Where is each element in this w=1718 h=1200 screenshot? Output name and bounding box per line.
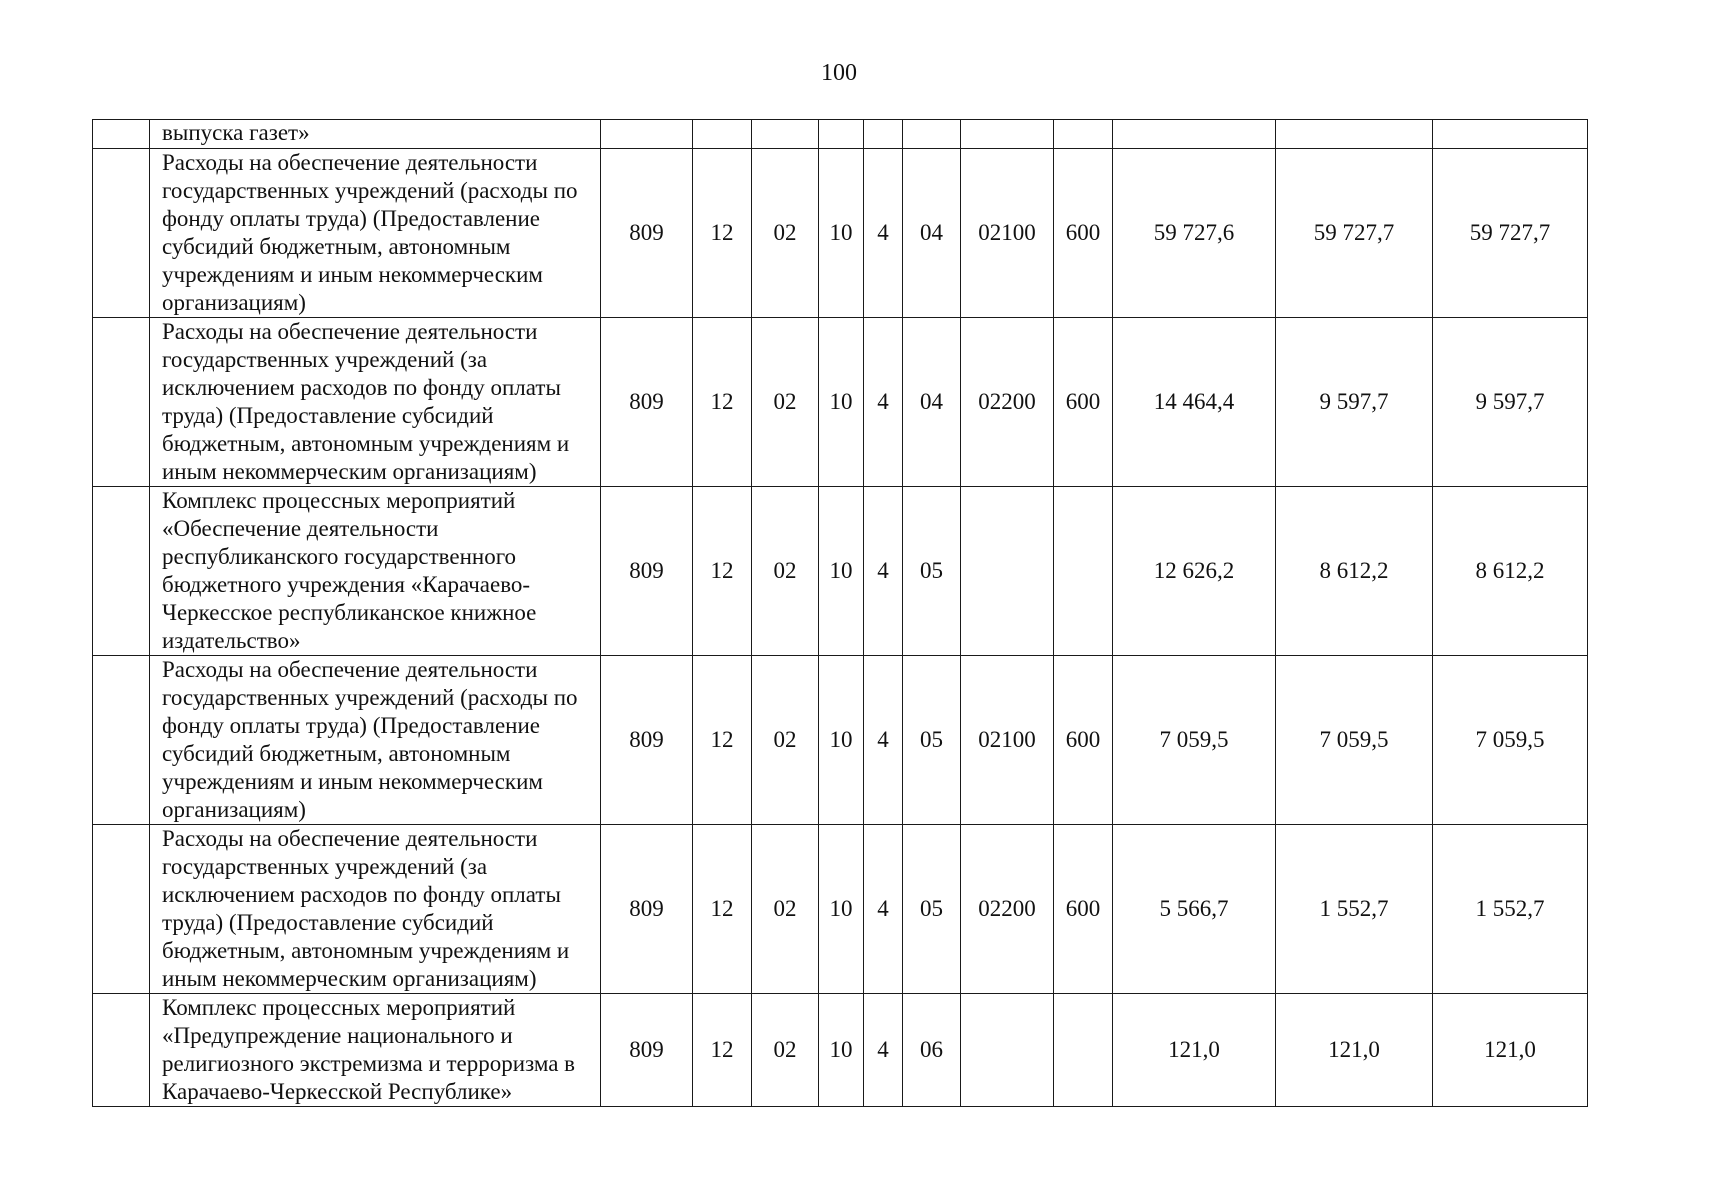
amount-year1-cell <box>1113 120 1276 149</box>
rz-code-cell: 12 <box>693 487 752 656</box>
gr-code-cell <box>601 120 693 149</box>
description-cell: Расходы на обеспечение деятельности государственных учреждений (за исключением расходов по фонду оплаты труда) (Предоставление субсидий бюджетным, автономным учреждениям и иным некоммерческим организациям) <box>150 318 601 487</box>
amount-year1-cell: 121,0 <box>1113 994 1276 1107</box>
subprogram-code-cell: 4 <box>864 994 903 1107</box>
vr-code-cell: 600 <box>1054 149 1113 318</box>
program-code-cell: 10 <box>819 994 864 1107</box>
page-number: 100 <box>821 60 857 86</box>
activity-code-cell: 05 <box>903 656 961 825</box>
direction-code-cell: 02200 <box>961 318 1054 487</box>
amount-year2-cell <box>1276 120 1433 149</box>
program-code-cell: 10 <box>819 825 864 994</box>
subprogram-code-cell: 4 <box>864 318 903 487</box>
description-cell: Расходы на обеспечение деятельности государственных учреждений (за исключением расходов по фонду оплаты труда) (Предоставление субсидий бюджетным, автономным учреждениям и иным некоммерческим организациям) <box>150 825 601 994</box>
gr-code-cell: 809 <box>601 149 693 318</box>
pr-code-cell: 02 <box>752 825 819 994</box>
amount-year1-cell: 12 626,2 <box>1113 487 1276 656</box>
budget-table <box>92 119 1588 1107</box>
direction-code-cell <box>961 994 1054 1107</box>
amount-year1-cell: 59 727,6 <box>1113 149 1276 318</box>
amount-year3-cell: 121,0 <box>1433 994 1588 1107</box>
program-code-cell: 10 <box>819 318 864 487</box>
rz-code-cell: 12 <box>693 318 752 487</box>
subprogram-code-cell: 4 <box>864 149 903 318</box>
pr-code-cell: 02 <box>752 487 819 656</box>
vr-code-cell: 600 <box>1054 318 1113 487</box>
description-cell: выпуска газет» <box>150 120 601 149</box>
direction-code-cell <box>961 487 1054 656</box>
vr-code-cell <box>1054 994 1113 1107</box>
amount-year3-cell: 59 727,7 <box>1433 149 1588 318</box>
gr-code-cell: 809 <box>601 487 693 656</box>
vr-code-cell: 600 <box>1054 825 1113 994</box>
pr-code-cell: 02 <box>752 149 819 318</box>
gr-code-cell: 809 <box>601 994 693 1107</box>
activity-code-cell: 06 <box>903 994 961 1107</box>
pr-code-cell: 02 <box>752 994 819 1107</box>
program-code-cell: 10 <box>819 149 864 318</box>
amount-year1-cell: 14 464,4 <box>1113 318 1276 487</box>
amount-year2-cell: 121,0 <box>1276 994 1433 1107</box>
description-cell: Комплекс процессных мероприятий «Обеспечение деятельности республиканского государственного бюджетного учреждения «Карачаево-Черкесское республиканское книжное издательство» <box>150 487 601 656</box>
pr-code-cell <box>752 120 819 149</box>
vr-code-cell <box>1054 120 1113 149</box>
amount-year2-cell: 7 059,5 <box>1276 656 1433 825</box>
activity-code-cell: 04 <box>903 149 961 318</box>
row-number-cell <box>93 487 150 656</box>
amount-year2-cell: 59 727,7 <box>1276 149 1433 318</box>
activity-code-cell: 04 <box>903 318 961 487</box>
direction-code-cell: 02200 <box>961 825 1054 994</box>
table-row <box>93 149 1588 318</box>
amount-year3-cell: 1 552,7 <box>1433 825 1588 994</box>
direction-code-cell: 02100 <box>961 149 1054 318</box>
program-code-cell: 10 <box>819 487 864 656</box>
amount-year1-cell: 5 566,7 <box>1113 825 1276 994</box>
amount-year2-cell: 1 552,7 <box>1276 825 1433 994</box>
subprogram-code-cell: 4 <box>864 487 903 656</box>
rz-code-cell: 12 <box>693 994 752 1107</box>
description-cell: Расходы на обеспечение деятельности государственных учреждений (расходы по фонду оплаты труда) (Предоставление субсидий бюджетным, автономным учреждениям и иным некоммерческим организациям) <box>150 149 601 318</box>
activity-code-cell: 05 <box>903 825 961 994</box>
gr-code-cell: 809 <box>601 825 693 994</box>
direction-code-cell: 02100 <box>961 656 1054 825</box>
gr-code-cell: 809 <box>601 656 693 825</box>
pr-code-cell: 02 <box>752 656 819 825</box>
table-row <box>93 318 1588 487</box>
vr-code-cell: 600 <box>1054 656 1113 825</box>
table-row <box>93 825 1588 994</box>
gr-code-cell: 809 <box>601 318 693 487</box>
amount-year2-cell: 9 597,7 <box>1276 318 1433 487</box>
subprogram-code-cell: 4 <box>864 825 903 994</box>
table-row <box>93 656 1588 825</box>
program-code-cell: 10 <box>819 656 864 825</box>
amount-year3-cell <box>1433 120 1588 149</box>
vr-code-cell <box>1054 487 1113 656</box>
amount-year3-cell: 8 612,2 <box>1433 487 1588 656</box>
activity-code-cell: 05 <box>903 487 961 656</box>
direction-code-cell <box>961 120 1054 149</box>
row-number-cell <box>93 825 150 994</box>
row-number-cell <box>93 994 150 1107</box>
row-number-cell <box>93 149 150 318</box>
rz-code-cell: 12 <box>693 149 752 318</box>
amount-year3-cell: 9 597,7 <box>1433 318 1588 487</box>
row-number-cell <box>93 318 150 487</box>
table-row <box>93 994 1588 1107</box>
program-code-cell <box>819 120 864 149</box>
amount-year2-cell: 8 612,2 <box>1276 487 1433 656</box>
row-number-cell <box>93 120 150 149</box>
description-cell: Комплекс процессных мероприятий «Предупреждение национального и религиозного экстремизма и терроризма в Карачаево-Черкесской Республике» <box>150 994 601 1107</box>
table-row <box>93 120 1588 149</box>
row-number-cell <box>93 656 150 825</box>
subprogram-code-cell: 4 <box>864 656 903 825</box>
pr-code-cell: 02 <box>752 318 819 487</box>
rz-code-cell: 12 <box>693 825 752 994</box>
subprogram-code-cell <box>864 120 903 149</box>
table-row <box>93 487 1588 656</box>
description-cell: Расходы на обеспечение деятельности государственных учреждений (расходы по фонду оплаты труда) (Предоставление субсидий бюджетным, автономным учреждениям и иным некоммерческим организациям) <box>150 656 601 825</box>
activity-code-cell <box>903 120 961 149</box>
amount-year1-cell: 7 059,5 <box>1113 656 1276 825</box>
rz-code-cell: 12 <box>693 656 752 825</box>
amount-year3-cell: 7 059,5 <box>1433 656 1588 825</box>
rz-code-cell <box>693 120 752 149</box>
